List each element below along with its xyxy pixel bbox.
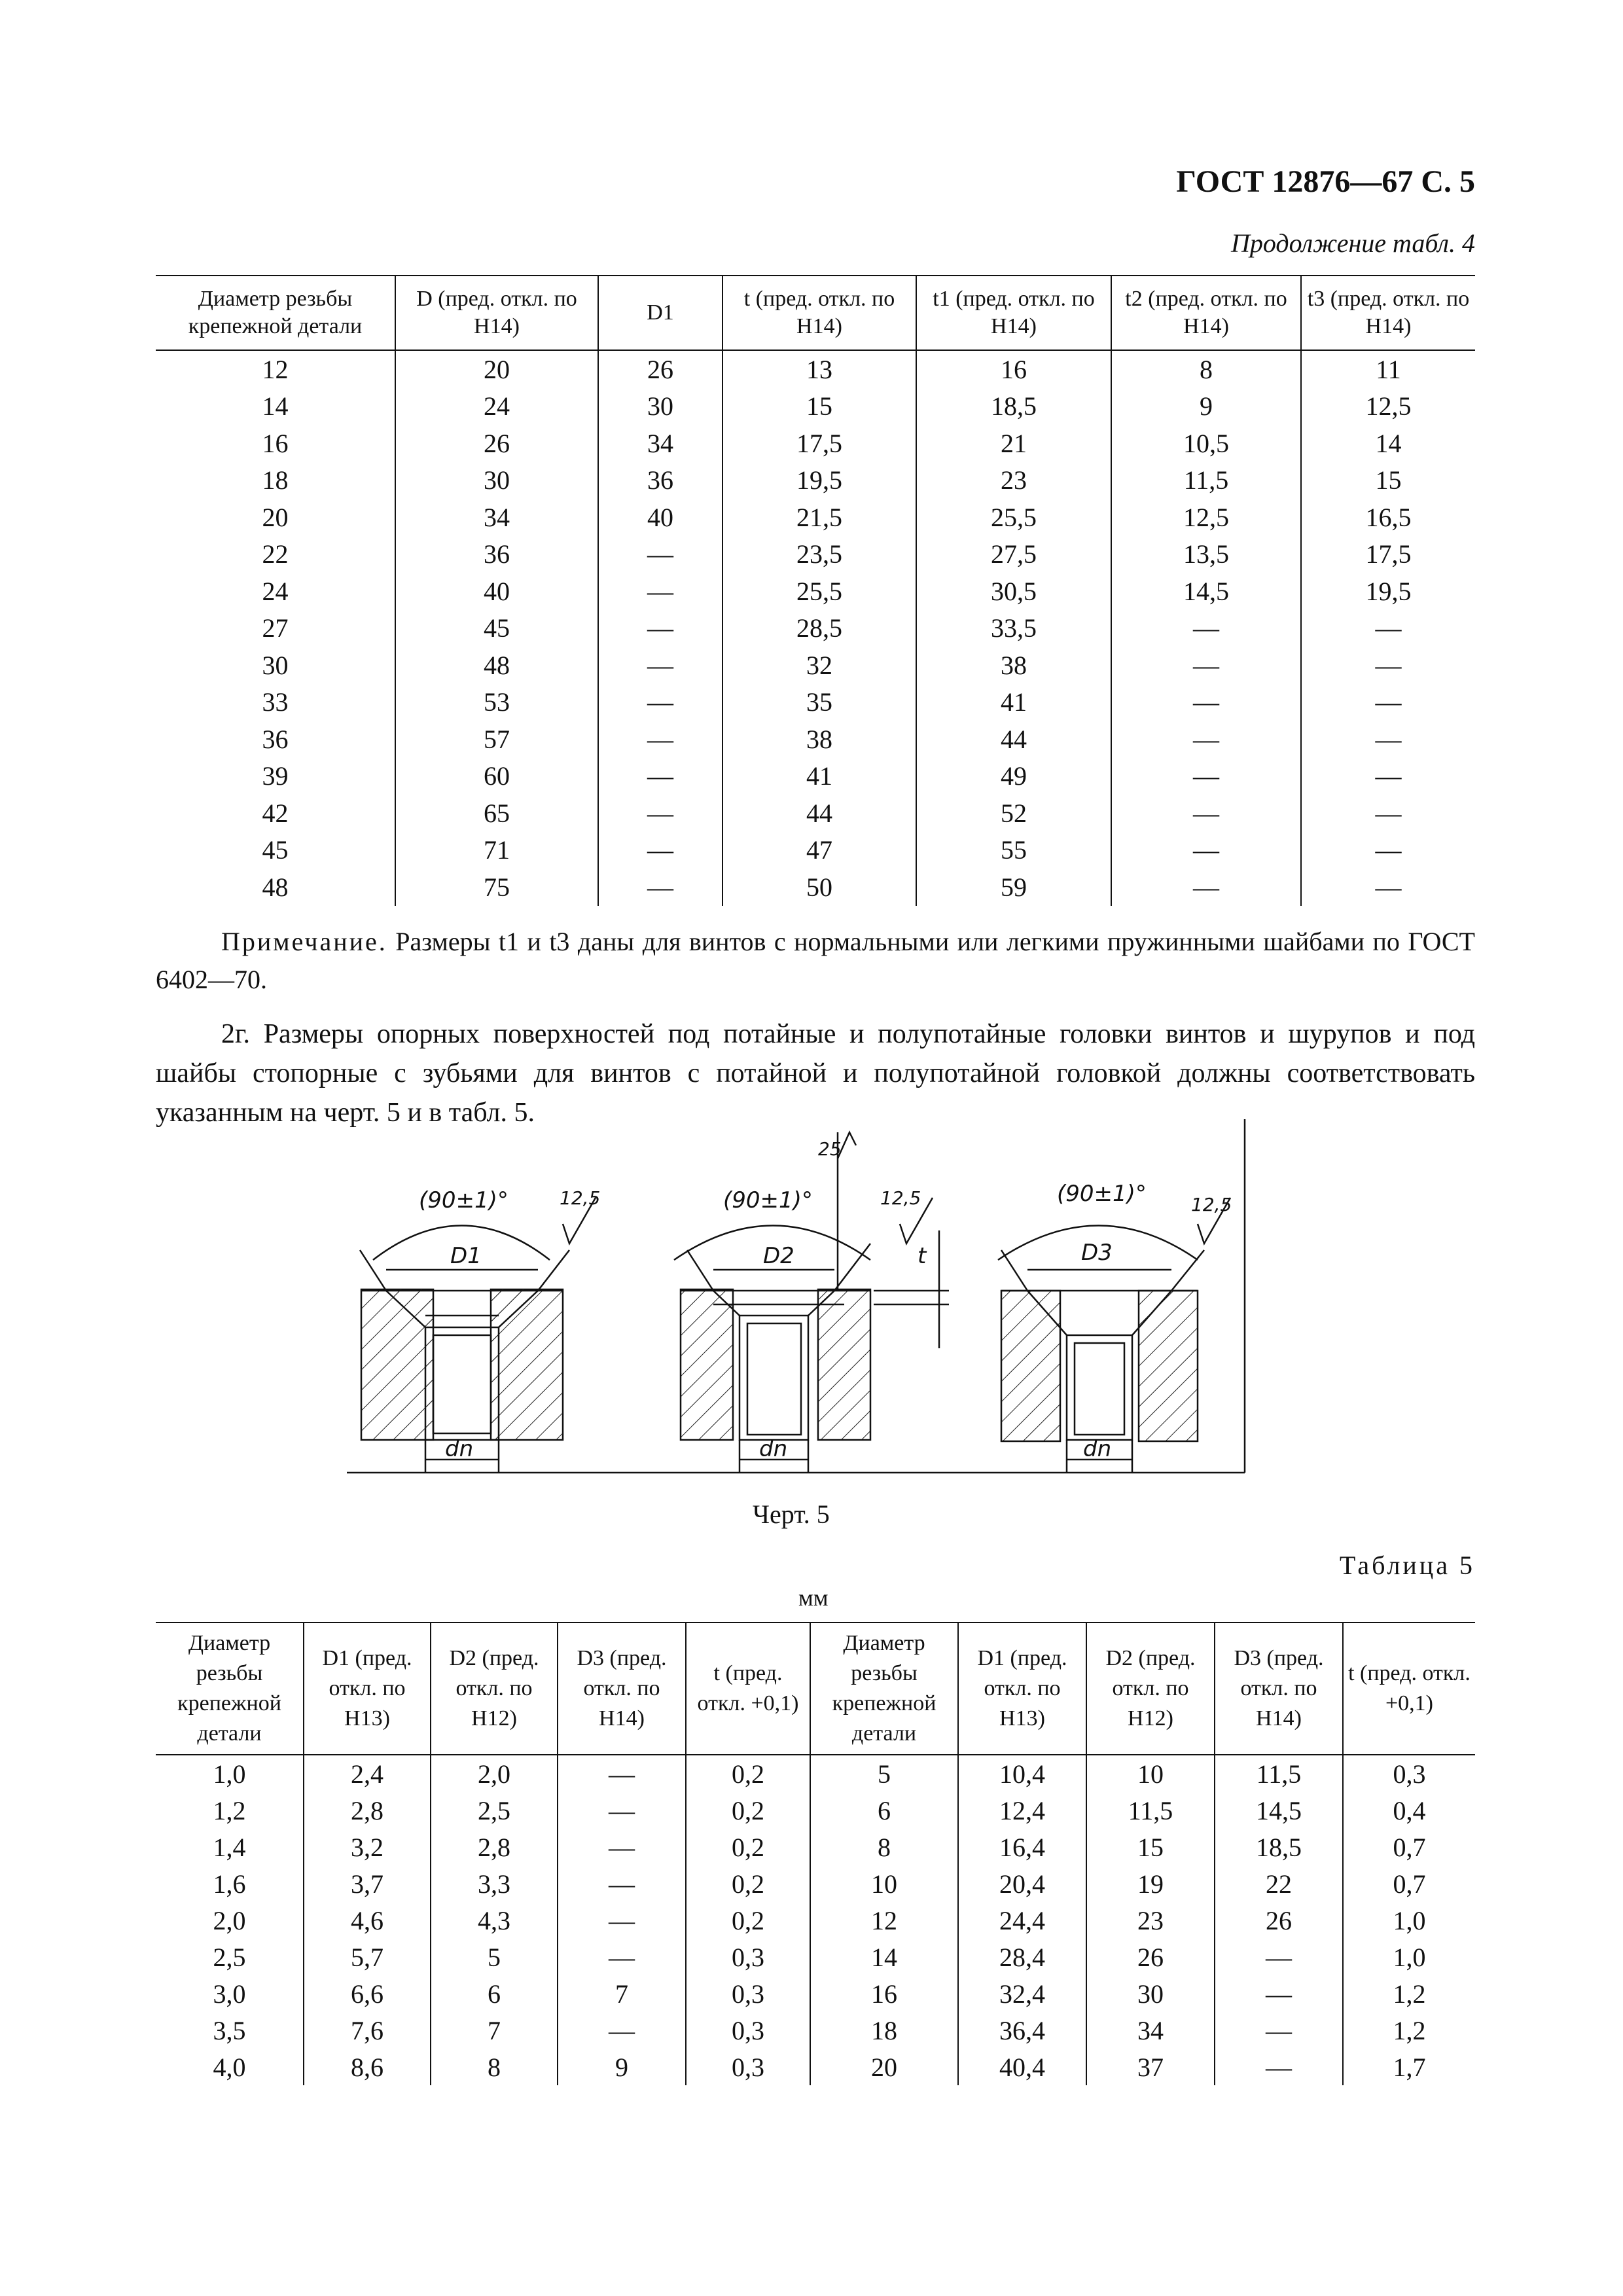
table-row — [156, 536, 1475, 573]
table-cell: 3,7 — [304, 1865, 431, 1902]
table-row — [156, 1865, 1475, 1902]
table5-header-9: t (пред. откл. +0,1) — [1343, 1623, 1475, 1755]
table-cell: — — [1111, 832, 1301, 869]
table-cell: 44 — [722, 795, 916, 832]
table-cell: 0,2 — [686, 1865, 810, 1902]
table-row — [156, 758, 1475, 795]
table-cell: 0,3 — [686, 2049, 810, 2085]
table-cell: 60 — [395, 758, 598, 795]
table-row — [156, 1902, 1475, 1939]
table-cell: 3,2 — [304, 1829, 431, 1865]
table-cell: 2,5 — [156, 1939, 304, 1975]
table-cell: 0,3 — [686, 1939, 810, 1975]
dim-D3: D3 — [1081, 1240, 1113, 1266]
table-cell: 21,5 — [722, 499, 916, 536]
drawing-5 — [347, 1119, 1250, 1486]
table-cell: 14 — [156, 388, 395, 425]
table5-header-4: t (пред. откл. +0,1) — [686, 1623, 810, 1755]
table-cell: 34 — [1086, 2012, 1215, 2049]
table5-header-2: D2 (пред. откл. по Н12) — [431, 1623, 558, 1755]
table-cell: 2,8 — [304, 1792, 431, 1829]
table-cell: — — [1375, 798, 1402, 828]
table-cell: 20,4 — [958, 1865, 1086, 1902]
table-continuation-label: Продолжение табл. 4 — [1230, 228, 1475, 258]
table-cell: 39 — [156, 758, 395, 795]
table-cell: 65 — [395, 795, 598, 832]
table-cell: 12 — [810, 1902, 958, 1939]
table-cell: 16 — [916, 350, 1111, 388]
table-cell: 0,2 — [686, 1829, 810, 1865]
table-cell: 6 — [810, 1792, 958, 1829]
table-cell: 28,4 — [958, 1939, 1086, 1975]
section-1 — [360, 1198, 596, 1473]
table-cell: 11,5 — [1215, 1755, 1343, 1792]
section-3 — [998, 1198, 1230, 1473]
table-cell: 14 — [1375, 428, 1402, 458]
paragraph-2g: 2г. Размеры опорных поверхностей под потайные и полупотайные головки винтов и шурупов и под шайбы стопорные с зубьями для винтов с потайной и полупотайной головкой должны соответствовать указанным на черт. 5 и в табл. 5. — [156, 1019, 1475, 1128]
table-row — [156, 573, 1475, 610]
table-cell: 10 — [1086, 1755, 1215, 1792]
table5-header-0: Диаметр резьбы крепежной детали — [156, 1623, 304, 1755]
table-cell: 30 — [598, 388, 722, 425]
table-cell: 2,5 — [431, 1792, 558, 1829]
table-cell: 36 — [395, 536, 598, 573]
table-cell: — — [598, 795, 722, 832]
table-cell: — — [1375, 724, 1402, 754]
table4-header-3: t (пред. откл. по Н14) — [722, 276, 916, 350]
table-cell: — — [1111, 684, 1301, 721]
dim-D2: D2 — [763, 1243, 794, 1269]
table-cell: 45 — [395, 610, 598, 647]
table5-header-7: D2 (пред. откл. по Н12) — [1086, 1623, 1215, 1755]
table-cell: 59 — [916, 869, 1111, 906]
table-row — [156, 869, 1475, 906]
table-cell: 0,3 — [1393, 1759, 1426, 1789]
dim-dn-1: dn — [445, 1436, 474, 1462]
table-cell: — — [558, 1755, 686, 1792]
table-cell: — — [1375, 650, 1402, 680]
table-cell: 10 — [810, 1865, 958, 1902]
table-cell: 26 — [1086, 1939, 1215, 1975]
table-cell: 38 — [916, 647, 1111, 684]
table5-header-5: Диаметр резьбы крепежной детали — [810, 1623, 958, 1755]
dim-dn-2: dn — [759, 1436, 788, 1462]
table-cell: 23 — [916, 462, 1111, 499]
table-cell: 0,2 — [686, 1902, 810, 1939]
table-cell: 2,4 — [304, 1755, 431, 1792]
table-cell: 14 — [810, 1939, 958, 1975]
table-cell: — — [1111, 610, 1301, 647]
section-2 — [674, 1132, 949, 1473]
table-cell: 49 — [916, 758, 1111, 795]
table-cell: 23 — [1086, 1902, 1215, 1939]
units-label: мм — [798, 1585, 829, 1611]
table-row — [156, 647, 1475, 684]
table-cell: 22 — [156, 536, 395, 573]
table-cell: 1,6 — [156, 1865, 304, 1902]
table-cell: — — [598, 647, 722, 684]
table-cell: — — [1375, 761, 1402, 791]
dim-t: t — [918, 1243, 927, 1269]
table-cell: 6 — [431, 1975, 558, 2012]
dim-D1: D1 — [450, 1243, 482, 1269]
table-cell: 20 — [810, 2049, 958, 2085]
table-cell: 17,5 — [722, 425, 916, 462]
table-row — [156, 1792, 1475, 1829]
table-cell: — — [1111, 869, 1301, 906]
table-cell: — — [598, 869, 722, 906]
table-cell: 75 — [395, 869, 598, 906]
angle-label-2: (90±1)° — [723, 1187, 813, 1213]
table-cell: 30 — [1086, 1975, 1215, 2012]
table-cell: 27,5 — [916, 536, 1111, 573]
table-cell: 30 — [156, 647, 395, 684]
table-cell: 10,4 — [958, 1755, 1086, 1792]
table-5 — [156, 1622, 1475, 2085]
table-cell: 8 — [810, 1829, 958, 1865]
table-cell: 16,5 — [1365, 502, 1412, 532]
table-row — [156, 1755, 1475, 1792]
table-cell: 48 — [395, 647, 598, 684]
table-cell: 36,4 — [958, 2012, 1086, 2049]
roughness-label-2: 12,5 — [880, 1187, 921, 1209]
table-cell: 19 — [1086, 1865, 1215, 1902]
table-cell: 32 — [722, 647, 916, 684]
table-cell: 4,0 — [156, 2049, 304, 2085]
roughness-label-3: 12,5 — [1191, 1194, 1232, 1215]
table-cell: 18,5 — [916, 388, 1111, 425]
table-cell: 25,5 — [916, 499, 1111, 536]
table-cell: 12,4 — [958, 1792, 1086, 1829]
figure-caption: Черт. 5 — [753, 1499, 830, 1529]
table-cell: 26 — [1215, 1902, 1343, 1939]
table-5-label: Таблица 5 — [1339, 1551, 1475, 1580]
table5-header-8: D3 (пред. откл. по Н14) — [1215, 1623, 1343, 1755]
table-cell: 53 — [395, 684, 598, 721]
table-cell: 12,5 — [1111, 499, 1301, 536]
table-cell: 21 — [916, 425, 1111, 462]
table-cell: 5,7 — [304, 1939, 431, 1975]
table-cell: — — [598, 758, 722, 795]
table-cell: 36 — [598, 462, 722, 499]
table-cell: 40,4 — [958, 2049, 1086, 2085]
table-cell: — — [1215, 1975, 1343, 2012]
table-cell: 50 — [722, 869, 916, 906]
table-cell: 42 — [156, 795, 395, 832]
table5-header-6: D1 (пред. откл. по Н13) — [958, 1623, 1086, 1755]
table-row — [156, 610, 1475, 647]
table-cell: 7,6 — [304, 2012, 431, 2049]
table-cell: 16 — [810, 1975, 958, 2012]
table-row — [156, 425, 1475, 462]
table-cell: 3,5 — [156, 2012, 304, 2049]
table-cell: 23,5 — [722, 536, 916, 573]
table-cell: 1,0 — [1393, 1905, 1426, 1935]
table-row — [156, 1975, 1475, 2012]
table-row — [156, 388, 1475, 425]
table-cell: 25,5 — [722, 573, 916, 610]
table-row — [156, 2049, 1475, 2085]
table-cell: 15 — [1375, 465, 1402, 495]
table-cell: 12 — [156, 350, 395, 388]
table-cell: 0,3 — [686, 2012, 810, 2049]
table-cell: 9 — [1111, 388, 1301, 425]
table-cell: — — [1111, 795, 1301, 832]
table-cell: 0,2 — [686, 1755, 810, 1792]
roughness-label-1: 12,5 — [560, 1187, 601, 1209]
table-cell: 0,7 — [1393, 1832, 1426, 1862]
table-cell: 18 — [810, 2012, 958, 2049]
table-cell: 24,4 — [958, 1902, 1086, 1939]
table-cell: — — [1375, 687, 1402, 717]
table-cell: — — [1375, 835, 1402, 865]
table-cell: 2,8 — [431, 1829, 558, 1865]
table-row — [156, 499, 1475, 536]
table-cell: 55 — [916, 832, 1111, 869]
table4-header-0: Диаметр резьбы крепежной детали — [156, 276, 395, 350]
table-cell: 11 — [1376, 354, 1401, 384]
table-cell: 14,5 — [1215, 1792, 1343, 1829]
table-cell: 1,0 — [156, 1755, 304, 1792]
table-cell: 33 — [156, 684, 395, 721]
table5-header-1: D1 (пред. откл. по Н13) — [304, 1623, 431, 1755]
table-cell: — — [1215, 2049, 1343, 2085]
table-cell: 11,5 — [1111, 462, 1301, 499]
table-row — [156, 684, 1475, 721]
table-cell: 57 — [395, 721, 598, 758]
table4-header-4: t1 (пред. откл. по Н14) — [916, 276, 1111, 350]
table-cell: — — [558, 1865, 686, 1902]
table-cell: — — [558, 1792, 686, 1829]
table-cell: — — [1375, 613, 1402, 643]
table-cell: — — [558, 1939, 686, 1975]
table-cell: 40 — [395, 573, 598, 610]
table-cell: 32,4 — [958, 1975, 1086, 2012]
roughness-label-top: 25 — [818, 1138, 842, 1160]
table-cell: — — [598, 536, 722, 573]
table-cell: 19,5 — [722, 462, 916, 499]
table-row — [156, 795, 1475, 832]
table-cell: 10,5 — [1111, 425, 1301, 462]
table5-header-3: D3 (пред. откл. по Н14) — [558, 1623, 686, 1755]
table-note — [156, 923, 1475, 999]
table-cell: 6,6 — [304, 1975, 431, 2012]
table-cell: 34 — [598, 425, 722, 462]
table-cell: — — [558, 1902, 686, 1939]
table-cell: 18,5 — [1215, 1829, 1343, 1865]
angle-label-1: (90±1)° — [419, 1187, 508, 1213]
table-row — [156, 2012, 1475, 2049]
table4-header-6: t3 (пред. откл. по Н14) — [1301, 276, 1475, 350]
table-cell: 3,0 — [156, 1975, 304, 2012]
table-cell: 3,3 — [431, 1865, 558, 1902]
table-cell: 33,5 — [916, 610, 1111, 647]
table-cell: 41 — [916, 684, 1111, 721]
table-row — [156, 462, 1475, 499]
dim-dn-3: dn — [1083, 1436, 1112, 1462]
page-header: ГОСТ 12876—67 С. 5 — [1176, 164, 1475, 199]
table4-header-2: D1 — [598, 276, 722, 350]
table-cell: 19,5 — [1365, 576, 1412, 606]
table-cell: 15 — [1086, 1829, 1215, 1865]
table-cell: 26 — [598, 350, 722, 388]
table-cell: — — [1111, 721, 1301, 758]
table-cell: 30,5 — [916, 573, 1111, 610]
table-cell: 7 — [431, 2012, 558, 2049]
table-cell: 18 — [156, 462, 395, 499]
table-row — [156, 721, 1475, 758]
table-cell: 2,0 — [156, 1902, 304, 1939]
table-cell: — — [1215, 2012, 1343, 2049]
table-cell: 45 — [156, 832, 395, 869]
table-cell: 47 — [722, 832, 916, 869]
table-cell: 27 — [156, 610, 395, 647]
table-cell: — — [1375, 872, 1402, 902]
table-cell: 8,6 — [304, 2049, 431, 2085]
table-cell: — — [558, 1829, 686, 1865]
table-cell: 4,6 — [304, 1902, 431, 1939]
table-cell: 13,5 — [1111, 536, 1301, 573]
table-cell: 1,7 — [1393, 2052, 1426, 2082]
table-cell: — — [598, 721, 722, 758]
angle-label-3: (90±1)° — [1057, 1181, 1147, 1207]
table-cell: 8 — [431, 2049, 558, 2085]
table-cell: — — [1215, 1939, 1343, 1975]
table-cell: 15 — [722, 388, 916, 425]
table-cell: — — [598, 573, 722, 610]
table-cell: 1,2 — [156, 1792, 304, 1829]
table-cell: 12,5 — [1365, 391, 1412, 422]
table-row — [156, 1829, 1475, 1865]
table-cell: 24 — [156, 573, 395, 610]
table-cell: 16 — [156, 425, 395, 462]
table-cell: 0,2 — [686, 1792, 810, 1829]
table-cell: — — [1111, 647, 1301, 684]
table-cell: 14,5 — [1111, 573, 1301, 610]
table-cell: 5 — [431, 1939, 558, 1975]
table-row — [156, 350, 1475, 388]
table-cell: 24 — [395, 388, 598, 425]
table-cell: 22 — [1215, 1865, 1343, 1902]
table-cell: 36 — [156, 721, 395, 758]
table-cell: — — [558, 2012, 686, 2049]
table-cell: 35 — [722, 684, 916, 721]
table-cell: 1,2 — [1393, 2015, 1426, 2045]
table-cell: 71 — [395, 832, 598, 869]
table-cell: 40 — [598, 499, 722, 536]
table-cell: 28,5 — [722, 610, 916, 647]
table-cell: 9 — [558, 2049, 686, 2085]
table-cell: 30 — [395, 462, 598, 499]
table-cell: 48 — [156, 869, 395, 906]
table-cell: — — [1111, 758, 1301, 795]
table-cell: — — [598, 610, 722, 647]
table-cell: 34 — [395, 499, 598, 536]
table-cell: 20 — [395, 350, 598, 388]
table4-header-1: D (пред. откл. по Н14) — [395, 276, 598, 350]
table-cell: 0,3 — [686, 1975, 810, 2012]
table-4 — [156, 275, 1475, 906]
table-row — [156, 832, 1475, 869]
table-cell: 38 — [722, 721, 916, 758]
table-cell: 37 — [1086, 2049, 1215, 2085]
table-cell: 1,4 — [156, 1829, 304, 1865]
table4-header-5: t2 (пред. откл. по Н14) — [1111, 276, 1301, 350]
table-cell: 44 — [916, 721, 1111, 758]
table-cell: — — [598, 684, 722, 721]
table-cell: 17,5 — [1365, 539, 1412, 569]
table-cell: 7 — [558, 1975, 686, 2012]
table-cell: 52 — [916, 795, 1111, 832]
table-cell: 16,4 — [958, 1829, 1086, 1865]
table-cell: 1,0 — [1393, 1942, 1426, 1972]
table-cell: 0,7 — [1393, 1869, 1426, 1899]
table-cell: 13 — [722, 350, 916, 388]
table-cell: 0,4 — [1393, 1795, 1426, 1825]
note-text: Размеры t1 и t3 даны для винтов с нормальными или легкими пружинными шайбами по ГОСТ 6402—70. — [156, 927, 1475, 994]
table-row — [156, 1939, 1475, 1975]
table-cell: 1,2 — [1393, 1979, 1426, 2009]
table-cell: 11,5 — [1086, 1792, 1215, 1829]
table-cell: — — [598, 832, 722, 869]
table-cell: 4,3 — [431, 1902, 558, 1939]
table-cell: 41 — [722, 758, 916, 795]
table-cell: 5 — [810, 1755, 958, 1792]
note-label: Примечание. — [221, 927, 387, 956]
table-cell: 26 — [395, 425, 598, 462]
table-cell: 20 — [156, 499, 395, 536]
table-cell: 8 — [1111, 350, 1301, 388]
table-cell: 2,0 — [431, 1755, 558, 1792]
